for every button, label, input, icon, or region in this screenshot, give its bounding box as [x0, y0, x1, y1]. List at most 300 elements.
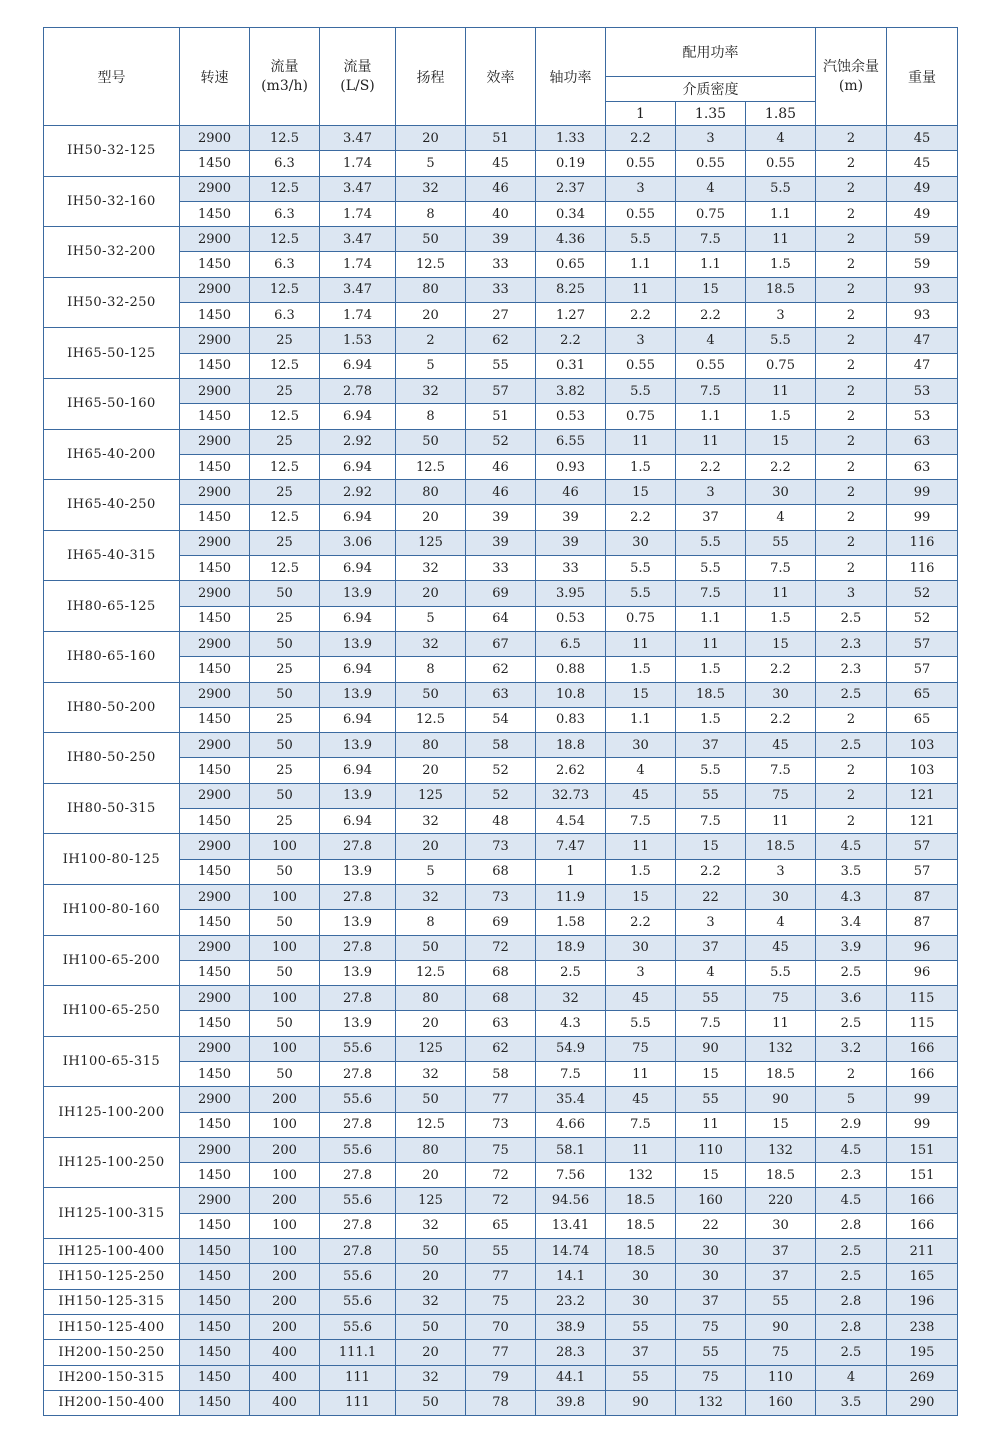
power-d135-cell: 15: [676, 1061, 746, 1086]
efficiency-cell: 77: [466, 1340, 536, 1365]
shaft-power-cell: 1.58: [536, 910, 606, 935]
weight-cell: 290: [887, 1390, 958, 1415]
flow-m3h-cell: 12.5: [250, 277, 320, 302]
weight-cell: 166: [887, 1188, 958, 1213]
flow-ls-cell: 27.8: [320, 1061, 396, 1086]
flow-ls-cell: 6.94: [320, 556, 396, 581]
head-cell: 125: [396, 1188, 466, 1213]
power-d1-cell: 5.5: [606, 227, 676, 252]
flow-ls-cell: 55.6: [320, 1036, 396, 1061]
shaft-power-cell: 0.88: [536, 657, 606, 682]
power-d135-cell: 5.5: [676, 530, 746, 555]
speed-cell: 2900: [180, 328, 250, 353]
flow-ls-cell: 27.8: [320, 834, 396, 859]
flow-m3h-cell: 25: [250, 480, 320, 505]
efficiency-cell: 55: [466, 353, 536, 378]
table-row: [44, 1137, 958, 1162]
speed-cell: 1450: [180, 353, 250, 378]
weight-cell: 49: [887, 176, 958, 201]
power-d1-cell: 7.5: [606, 1112, 676, 1137]
shaft-power-cell: 7.47: [536, 834, 606, 859]
power-d185-cell: 4: [746, 910, 816, 935]
efficiency-cell: 78: [466, 1390, 536, 1415]
speed-cell: 2900: [180, 1036, 250, 1061]
npsh-cell: 2.5: [816, 682, 887, 707]
power-d135-cell: 90: [676, 1036, 746, 1061]
speed-cell: 1450: [180, 1112, 250, 1137]
npsh-cell: 2.3: [816, 631, 887, 656]
weight-cell: 87: [887, 910, 958, 935]
shaft-power-cell: 39.8: [536, 1390, 606, 1415]
model-cell: IH200-150-400: [44, 1390, 180, 1415]
weight-cell: 49: [887, 201, 958, 226]
power-d1-cell: 45: [606, 1087, 676, 1112]
table-row: [44, 1340, 958, 1365]
efficiency-cell: 46: [466, 454, 536, 479]
shaft-power-cell: 58.1: [536, 1137, 606, 1162]
head-cell: 80: [396, 733, 466, 758]
efficiency-cell: 77: [466, 1264, 536, 1289]
npsh-cell: 2.5: [816, 606, 887, 631]
table-row: [44, 1289, 958, 1314]
power-d1-cell: 30: [606, 1289, 676, 1314]
table-row: [44, 884, 958, 909]
shaft-power-cell: 32.73: [536, 783, 606, 808]
power-d185-cell: 160: [746, 1390, 816, 1415]
npsh-cell: 2.5: [816, 733, 887, 758]
weight-cell: 115: [887, 986, 958, 1011]
weight-cell: 166: [887, 1036, 958, 1061]
npsh-cell: 2.5: [816, 1239, 887, 1264]
model-cell: IH80-65-125: [44, 581, 180, 632]
head-cell: 32: [396, 631, 466, 656]
power-d185-cell: 18.5: [746, 834, 816, 859]
head-cell: 50: [396, 429, 466, 454]
efficiency-cell: 58: [466, 733, 536, 758]
flow-m3h-cell: 12.5: [250, 353, 320, 378]
shaft-power-cell: 0.83: [536, 707, 606, 732]
weight-cell: 93: [887, 277, 958, 302]
table-row: [44, 1112, 958, 1137]
npsh-cell: 2.8: [816, 1314, 887, 1339]
shaft-power-cell: 39: [536, 505, 606, 530]
head-cell: 20: [396, 126, 466, 151]
power-d185-cell: 1.5: [746, 606, 816, 631]
weight-cell: 63: [887, 429, 958, 454]
power-d135-cell: 3: [676, 126, 746, 151]
power-d185-cell: 11: [746, 809, 816, 834]
power-d135-cell: 1.1: [676, 252, 746, 277]
speed-cell: 2900: [180, 1188, 250, 1213]
power-d135-cell: 11: [676, 631, 746, 656]
flow-ls-cell: 3.47: [320, 227, 396, 252]
table-header: [44, 28, 958, 126]
power-d1-cell: 55: [606, 1365, 676, 1390]
flow-m3h-cell: 50: [250, 783, 320, 808]
weight-cell: 57: [887, 657, 958, 682]
power-d185-cell: 7.5: [746, 556, 816, 581]
shaft-power-cell: 10.8: [536, 682, 606, 707]
npsh-cell: 2.8: [816, 1213, 887, 1238]
weight-cell: 166: [887, 1213, 958, 1238]
shaft-power-cell: 23.2: [536, 1289, 606, 1314]
npsh-cell: 3.5: [816, 859, 887, 884]
head-cell: 20: [396, 505, 466, 530]
npsh-cell: 3.4: [816, 910, 887, 935]
head-cell: 20: [396, 1163, 466, 1188]
flow-ls-cell: 3.47: [320, 277, 396, 302]
speed-cell: 1450: [180, 1239, 250, 1264]
weight-cell: 196: [887, 1289, 958, 1314]
flow-m3h-cell: 12.5: [250, 227, 320, 252]
weight-cell: 87: [887, 884, 958, 909]
head-cell: 5: [396, 353, 466, 378]
shaft-power-cell: 4.36: [536, 227, 606, 252]
table-row: [44, 328, 958, 353]
power-d185-cell: 3: [746, 859, 816, 884]
flow-m3h-cell: 50: [250, 682, 320, 707]
header-speed: 转速: [180, 28, 250, 126]
speed-cell: 2900: [180, 935, 250, 960]
flow-m3h-cell: 25: [250, 758, 320, 783]
flow-ls-cell: 13.9: [320, 859, 396, 884]
table-row: [44, 1061, 958, 1086]
weight-cell: 53: [887, 378, 958, 403]
model-cell: IH50-32-200: [44, 227, 180, 278]
efficiency-cell: 75: [466, 1137, 536, 1162]
speed-cell: 2900: [180, 733, 250, 758]
speed-cell: 2900: [180, 277, 250, 302]
power-d135-cell: 0.55: [676, 151, 746, 176]
power-d135-cell: 55: [676, 783, 746, 808]
efficiency-cell: 51: [466, 126, 536, 151]
shaft-power-cell: 94.56: [536, 1188, 606, 1213]
efficiency-cell: 27: [466, 303, 536, 328]
shaft-power-cell: 4.3: [536, 1011, 606, 1036]
weight-cell: 59: [887, 252, 958, 277]
weight-cell: 45: [887, 126, 958, 151]
power-d135-cell: 7.5: [676, 809, 746, 834]
flow-ls-cell: 6.94: [320, 809, 396, 834]
model-cell: IH200-150-315: [44, 1365, 180, 1390]
header-efficiency: 效率: [466, 28, 536, 126]
power-d185-cell: 5.5: [746, 176, 816, 201]
efficiency-cell: 51: [466, 404, 536, 429]
flow-m3h-cell: 400: [250, 1365, 320, 1390]
npsh-cell: 2: [816, 429, 887, 454]
shaft-power-cell: 4.66: [536, 1112, 606, 1137]
shaft-power-cell: 54.9: [536, 1036, 606, 1061]
flow-m3h-cell: 200: [250, 1264, 320, 1289]
model-cell: IH65-40-200: [44, 429, 180, 480]
power-d135-cell: 11: [676, 429, 746, 454]
speed-cell: 1450: [180, 809, 250, 834]
shaft-power-cell: 38.9: [536, 1314, 606, 1339]
speed-cell: 2900: [180, 682, 250, 707]
head-cell: 50: [396, 682, 466, 707]
weight-cell: 47: [887, 353, 958, 378]
flow-ls-cell: 3.47: [320, 126, 396, 151]
power-d1-cell: 11: [606, 631, 676, 656]
flow-ls-cell: 6.94: [320, 758, 396, 783]
efficiency-cell: 46: [466, 480, 536, 505]
npsh-cell: 2: [816, 707, 887, 732]
shaft-power-cell: 2.37: [536, 176, 606, 201]
flow-m3h-cell: 100: [250, 935, 320, 960]
power-d135-cell: 15: [676, 834, 746, 859]
power-d185-cell: 30: [746, 1213, 816, 1238]
table-row: [44, 1188, 958, 1213]
power-d1-cell: 3: [606, 176, 676, 201]
npsh-cell: 2.3: [816, 657, 887, 682]
table-row: [44, 1011, 958, 1036]
head-cell: 32: [396, 809, 466, 834]
speed-cell: 1450: [180, 1365, 250, 1390]
flow-ls-cell: 13.9: [320, 682, 396, 707]
power-d185-cell: 37: [746, 1239, 816, 1264]
npsh-cell: 2: [816, 252, 887, 277]
shaft-power-cell: 7.5: [536, 1061, 606, 1086]
model-cell: IH65-40-315: [44, 530, 180, 581]
header-density-1-35: 1.35: [676, 102, 746, 126]
power-d185-cell: 90: [746, 1087, 816, 1112]
efficiency-cell: 62: [466, 1036, 536, 1061]
weight-cell: 96: [887, 960, 958, 985]
speed-cell: 1450: [180, 252, 250, 277]
weight-cell: 52: [887, 606, 958, 631]
weight-cell: 45: [887, 151, 958, 176]
shaft-power-cell: 0.34: [536, 201, 606, 226]
flow-ls-cell: 55.6: [320, 1264, 396, 1289]
power-d1-cell: 11: [606, 429, 676, 454]
npsh-cell: 2: [816, 783, 887, 808]
flow-ls-cell: 111: [320, 1390, 396, 1415]
flow-m3h-cell: 50: [250, 581, 320, 606]
table-body: [44, 126, 958, 1416]
power-d1-cell: 0.55: [606, 151, 676, 176]
power-d135-cell: 75: [676, 1314, 746, 1339]
speed-cell: 2900: [180, 1087, 250, 1112]
efficiency-cell: 48: [466, 809, 536, 834]
head-cell: 50: [396, 1314, 466, 1339]
power-d135-cell: 5.5: [676, 758, 746, 783]
header-npsh-text: 汽蚀余量 (m): [823, 58, 879, 94]
power-d1-cell: 0.75: [606, 404, 676, 429]
flow-m3h-cell: 100: [250, 1163, 320, 1188]
flow-m3h-cell: 200: [250, 1087, 320, 1112]
power-d1-cell: 45: [606, 986, 676, 1011]
head-cell: 125: [396, 530, 466, 555]
flow-ls-cell: 1.74: [320, 252, 396, 277]
flow-ls-cell: 6.94: [320, 454, 396, 479]
flow-ls-cell: 2.92: [320, 429, 396, 454]
power-d185-cell: 1.5: [746, 404, 816, 429]
shaft-power-cell: 7.56: [536, 1163, 606, 1188]
efficiency-cell: 62: [466, 657, 536, 682]
power-d135-cell: 37: [676, 505, 746, 530]
speed-cell: 1450: [180, 1163, 250, 1188]
power-d185-cell: 3: [746, 303, 816, 328]
power-d185-cell: 55: [746, 1289, 816, 1314]
speed-cell: 2900: [180, 530, 250, 555]
flow-m3h-cell: 12.5: [250, 176, 320, 201]
power-d1-cell: 75: [606, 1036, 676, 1061]
power-d135-cell: 7.5: [676, 378, 746, 403]
model-cell: IH125-100-250: [44, 1137, 180, 1188]
table-row: [44, 454, 958, 479]
weight-cell: 116: [887, 530, 958, 555]
power-d135-cell: 3: [676, 910, 746, 935]
npsh-cell: 3.2: [816, 1036, 887, 1061]
power-d1-cell: 18.5: [606, 1188, 676, 1213]
speed-cell: 1450: [180, 151, 250, 176]
efficiency-cell: 62: [466, 328, 536, 353]
weight-cell: 211: [887, 1239, 958, 1264]
weight-cell: 99: [887, 1087, 958, 1112]
model-cell: IH80-50-315: [44, 783, 180, 834]
power-d135-cell: 160: [676, 1188, 746, 1213]
npsh-cell: 2: [816, 530, 887, 555]
speed-cell: 1450: [180, 758, 250, 783]
power-d1-cell: 0.75: [606, 606, 676, 631]
flow-ls-cell: 13.9: [320, 1011, 396, 1036]
head-cell: 125: [396, 1036, 466, 1061]
header-flow-m3h-text: 流量 (m3/h): [261, 58, 308, 94]
shaft-power-cell: 39: [536, 530, 606, 555]
header-density-1: 1: [606, 102, 676, 126]
table-row: [44, 176, 958, 201]
npsh-cell: 2: [816, 328, 887, 353]
table-row: [44, 126, 958, 151]
speed-cell: 1450: [180, 1011, 250, 1036]
flow-m3h-cell: 12.5: [250, 454, 320, 479]
head-cell: 20: [396, 1340, 466, 1365]
power-d135-cell: 4: [676, 960, 746, 985]
table-row: [44, 581, 958, 606]
shaft-power-cell: 18.8: [536, 733, 606, 758]
power-d1-cell: 1.1: [606, 707, 676, 732]
efficiency-cell: 68: [466, 986, 536, 1011]
npsh-cell: 4.5: [816, 834, 887, 859]
power-d185-cell: 220: [746, 1188, 816, 1213]
flow-m3h-cell: 200: [250, 1188, 320, 1213]
flow-m3h-cell: 25: [250, 657, 320, 682]
header-npsh: [816, 28, 887, 126]
power-d1-cell: 0.55: [606, 353, 676, 378]
flow-ls-cell: 13.9: [320, 631, 396, 656]
power-d185-cell: 45: [746, 733, 816, 758]
weight-cell: 99: [887, 505, 958, 530]
head-cell: 20: [396, 303, 466, 328]
shaft-power-cell: 3.82: [536, 378, 606, 403]
power-d185-cell: 37: [746, 1264, 816, 1289]
efficiency-cell: 57: [466, 378, 536, 403]
head-cell: 80: [396, 986, 466, 1011]
weight-cell: 59: [887, 227, 958, 252]
efficiency-cell: 33: [466, 277, 536, 302]
flow-ls-cell: 3.06: [320, 530, 396, 555]
power-d185-cell: 90: [746, 1314, 816, 1339]
flow-ls-cell: 6.94: [320, 657, 396, 682]
npsh-cell: 2: [816, 227, 887, 252]
table-row: [44, 378, 958, 403]
shaft-power-cell: 0.19: [536, 151, 606, 176]
weight-cell: 115: [887, 1011, 958, 1036]
power-d1-cell: 30: [606, 733, 676, 758]
flow-m3h-cell: 400: [250, 1340, 320, 1365]
head-cell: 125: [396, 783, 466, 808]
speed-cell: 1450: [180, 1340, 250, 1365]
shaft-power-cell: 2.5: [536, 960, 606, 985]
flow-ls-cell: 27.8: [320, 884, 396, 909]
table-row: [44, 606, 958, 631]
weight-cell: 53: [887, 404, 958, 429]
power-d135-cell: 37: [676, 935, 746, 960]
power-d135-cell: 2.2: [676, 859, 746, 884]
flow-m3h-cell: 50: [250, 859, 320, 884]
head-cell: 5: [396, 606, 466, 631]
table-row: [44, 201, 958, 226]
power-d185-cell: 18.5: [746, 277, 816, 302]
power-d1-cell: 15: [606, 480, 676, 505]
table-row: [44, 657, 958, 682]
speed-cell: 1450: [180, 657, 250, 682]
npsh-cell: 2: [816, 277, 887, 302]
model-cell: IH65-50-125: [44, 328, 180, 379]
power-d135-cell: 3: [676, 480, 746, 505]
flow-m3h-cell: 100: [250, 986, 320, 1011]
table-row: [44, 404, 958, 429]
power-d185-cell: 15: [746, 1112, 816, 1137]
shaft-power-cell: 8.25: [536, 277, 606, 302]
power-d135-cell: 2.2: [676, 454, 746, 479]
weight-cell: 116: [887, 556, 958, 581]
efficiency-cell: 65: [466, 1213, 536, 1238]
model-cell: IH50-32-250: [44, 277, 180, 328]
power-d1-cell: 1.5: [606, 454, 676, 479]
npsh-cell: 2: [816, 378, 887, 403]
head-cell: 50: [396, 227, 466, 252]
efficiency-cell: 64: [466, 606, 536, 631]
efficiency-cell: 39: [466, 505, 536, 530]
power-d1-cell: 37: [606, 1340, 676, 1365]
flow-m3h-cell: 100: [250, 884, 320, 909]
flow-ls-cell: 13.9: [320, 960, 396, 985]
model-cell: IH100-65-200: [44, 935, 180, 986]
power-d135-cell: 11: [676, 1112, 746, 1137]
power-d135-cell: 7.5: [676, 227, 746, 252]
npsh-cell: 2: [816, 126, 887, 151]
power-d135-cell: 1.1: [676, 404, 746, 429]
shaft-power-cell: 14.1: [536, 1264, 606, 1289]
speed-cell: 2900: [180, 581, 250, 606]
power-d185-cell: 18.5: [746, 1163, 816, 1188]
flow-ls-cell: 111: [320, 1365, 396, 1390]
flow-ls-cell: 1.74: [320, 201, 396, 226]
flow-m3h-cell: 100: [250, 1239, 320, 1264]
speed-cell: 2900: [180, 429, 250, 454]
flow-ls-cell: 55.6: [320, 1087, 396, 1112]
weight-cell: 151: [887, 1137, 958, 1162]
power-d135-cell: 1.5: [676, 707, 746, 732]
speed-cell: 2900: [180, 378, 250, 403]
power-d185-cell: 55: [746, 530, 816, 555]
weight-cell: 165: [887, 1264, 958, 1289]
flow-m3h-cell: 6.3: [250, 303, 320, 328]
table-row: [44, 1264, 958, 1289]
npsh-cell: 3: [816, 581, 887, 606]
speed-cell: 1450: [180, 1213, 250, 1238]
